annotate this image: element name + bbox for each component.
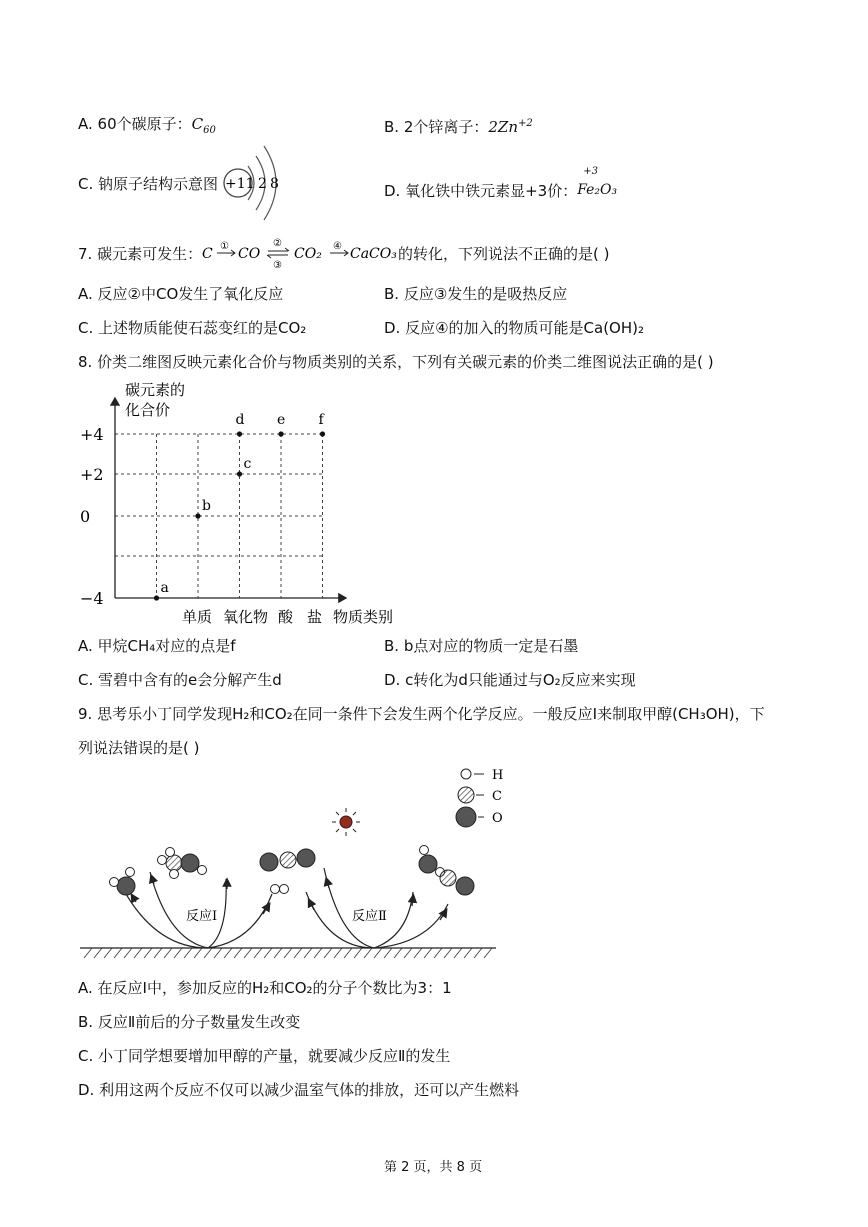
chart-point-label-c: c (243, 456, 252, 472)
q6-option-d-sup: +3 (583, 166, 598, 177)
q7-stem (78, 244, 202, 264)
chart-x-ticks (182, 608, 322, 626)
q7-conversion-chain (200, 236, 400, 270)
q9-option-b: B. 反应Ⅱ前后的分子数量发生改变 (78, 1013, 301, 1031)
atom-nucleus-label: +11 (225, 176, 255, 192)
sun-icon (332, 808, 360, 836)
legend-o: O (492, 811, 503, 826)
x-tick-label: 单质 (182, 608, 213, 626)
chain-num-2: ② (273, 238, 282, 249)
chart-point-d (237, 431, 242, 436)
molecule-legend (456, 768, 503, 827)
q6-option-a-text: A. 60个碳原子： (78, 115, 192, 133)
chart-point-c (237, 471, 242, 476)
atom-shell-1-label: 2 (258, 176, 267, 192)
q6-option-c (78, 174, 218, 194)
y-tick-label: −4 (80, 589, 104, 608)
chart-point-label-f: f (318, 412, 324, 428)
atom-shell-2-label: 8 (270, 176, 279, 192)
q6-option-d-formula: Fe₂O₃ (577, 182, 618, 198)
legend-c: C (492, 789, 502, 804)
chart-point-a (154, 595, 159, 600)
q8-option-c: C. 雪碧中含有的e会分解产生d (78, 671, 282, 689)
chain-co: CO (238, 246, 261, 262)
chain-num-4: ④ (333, 241, 342, 252)
co2-molecule-1 (260, 849, 315, 871)
y-tick-label: 0 (80, 507, 91, 526)
methanol-molecule-left (110, 868, 136, 896)
chart-point-label-b: b (202, 498, 211, 514)
chart-x-label: 物质类别 (333, 608, 394, 626)
q9-stem-line1: 9. 思考乐小丁同学发现H₂和CO₂在同一条件下会发生两个化学反应。一般反应Ⅰ来制取甲醇(CH₃OH)，下 (78, 705, 765, 723)
q9-option-a: A. 在反应Ⅰ中，参加反应的H₂和CO₂的分子个数比为3：1 (78, 979, 452, 997)
chart-point-label-e: e (277, 412, 286, 428)
chain-caco3: CaCO₃ (350, 246, 397, 262)
chain-co2: CO₂ (294, 246, 322, 262)
sodium-atom-diagram (216, 142, 286, 224)
q9-option-c: C. 小丁同学想要增加甲醇的产量，就要减少反应Ⅱ的发生 (78, 1047, 451, 1065)
h2-molecule-1 (271, 885, 289, 894)
q7-option-a: A. 反应②中CO发生了氧化反应 (78, 285, 284, 303)
reaction-diagram (78, 764, 508, 964)
q7-stem-part-a: 7. 碳元素可发生： (78, 245, 203, 263)
q8-option-a: A. 甲烷CH₄对应的点是f (78, 637, 236, 655)
reaction-2-label: 反应Ⅱ (352, 909, 387, 924)
chart-y-ticks (80, 425, 104, 608)
y-tick-label: +2 (80, 465, 104, 484)
water-molecule (419, 846, 445, 877)
chart-point-label-d: d (235, 412, 245, 428)
x-tick-label: 酸 (278, 608, 294, 626)
co-molecule (440, 870, 474, 895)
q7-stem-tail (398, 244, 609, 264)
q7-stem-part-b: 的转化，下列说法不正确的是( ) (398, 245, 610, 263)
chart-grid (115, 434, 323, 598)
page-footer: 第 2 页，共 8 页 (384, 1160, 483, 1175)
q6-option-a (78, 114, 216, 141)
x-tick-label: 氧化物 (223, 608, 269, 626)
y-tick-label: +4 (80, 425, 104, 444)
chain-c: C (202, 246, 213, 262)
ground-hatch (84, 948, 492, 958)
chart-point-e (278, 431, 283, 436)
chart-point-f (320, 431, 325, 436)
reaction-1-label: 反应Ⅰ (186, 909, 218, 924)
methanol-molecule-top (158, 848, 207, 879)
reaction-2-paths (306, 868, 448, 948)
q6-option-b-sup: +2 (518, 118, 533, 129)
q7-option-d: D. 反应④的加入的物质可能是Ca(OH)₂ (384, 319, 645, 337)
q6-option-b (384, 114, 533, 137)
q6-option-d-text: D. 氧化铁中铁元素显+3价： (384, 182, 578, 200)
q9-stem-line2: 列说法错误的是( ) (78, 739, 200, 757)
q6-option-d (384, 166, 621, 201)
chain-num-1: ① (220, 241, 229, 252)
chain-num-3: ③ (273, 260, 282, 270)
q6-option-a-formula: C (191, 115, 204, 133)
q6-option-b-text: B. 2个锌离子： (384, 118, 489, 136)
q7-option-b: B. 反应③发生的是吸热反应 (384, 285, 568, 303)
q6-option-b-formula: 2Zn (488, 118, 519, 136)
q6-option-c-text: C. 钠原子结构示意图 (78, 175, 219, 193)
q8-option-b: B. b点对应的物质一定是石墨 (384, 637, 579, 655)
chart-y-label-2: 化合价 (125, 401, 171, 419)
chart-point-b (195, 513, 200, 518)
q9-option-d: D. 利用这两个反应不仅可以减少温室气体的排放，还可以产生燃料 (78, 1081, 520, 1099)
x-tick-label: 盐 (307, 608, 323, 626)
q6-option-a-sub: 60 (203, 125, 216, 136)
q7-option-c: C. 上述物质能使石蕊变红的是CO₂ (78, 319, 307, 337)
valence-category-chart (78, 378, 408, 628)
chart-point-label-a: a (160, 580, 169, 596)
q8-option-d: D. c转化为d只能通过与O₂反应来实现 (384, 671, 636, 689)
chart-y-label-1: 碳元素的 (125, 381, 186, 399)
q6-option-d-formula-box (577, 166, 621, 198)
q8-stem: 8. 价类二维图反映元素化合价与物质类别的关系，下列有关碳元素的价类二维图说法正确的是( ) (78, 353, 714, 371)
legend-h: H (492, 768, 504, 783)
